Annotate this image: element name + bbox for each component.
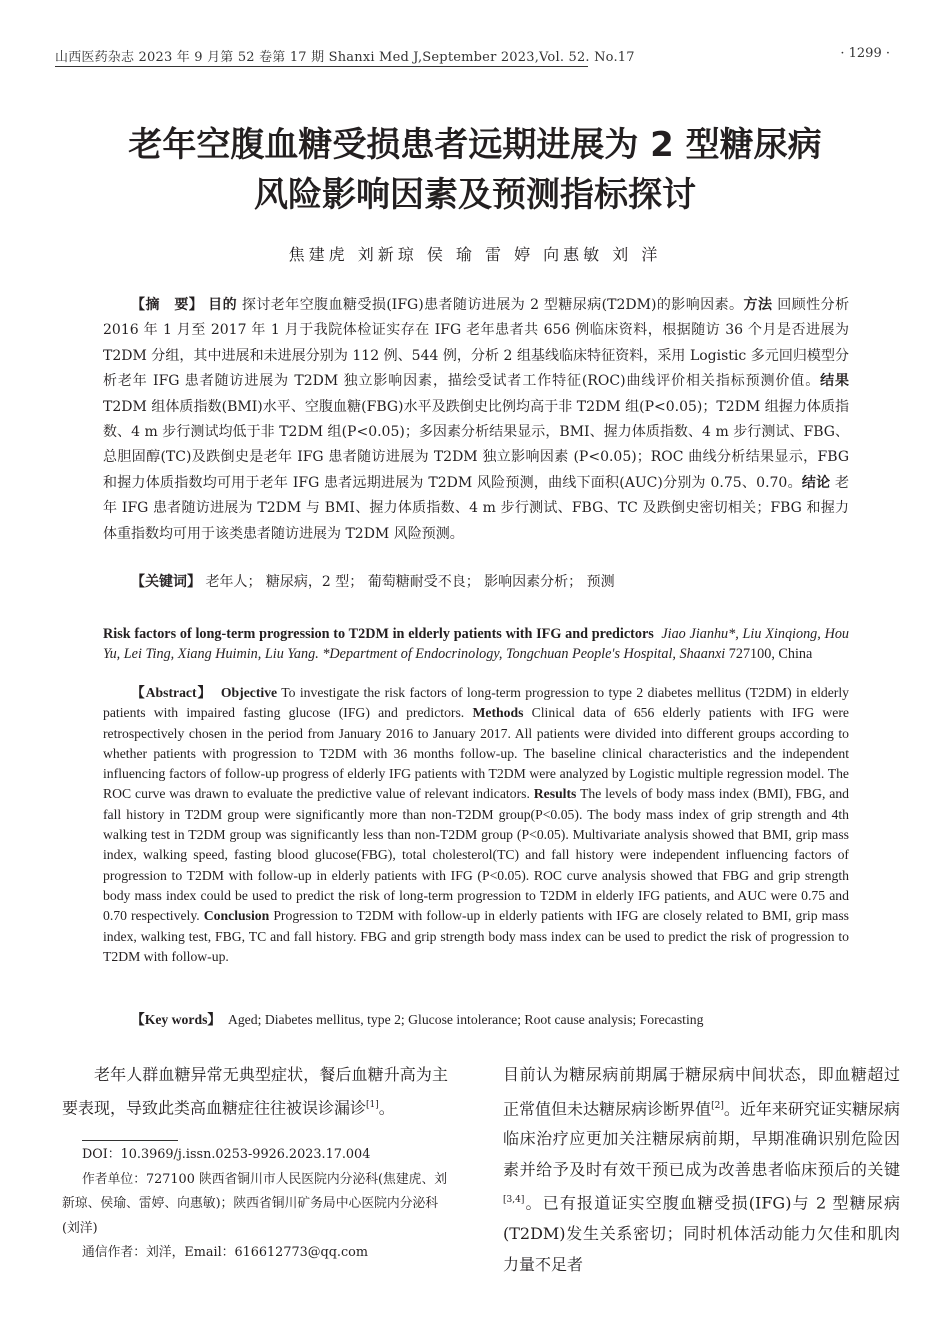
abstract-label: 【摘 要】 (131, 297, 204, 313)
header-rule (55, 66, 588, 67)
english-authors: Jiao Jianhu*, Liu Xinqiong, Hou Yu, Lei Ting, Xiang Huimin, Liu Yang. (103, 626, 850, 662)
footnote-rule (82, 1140, 178, 1141)
en-keywords-text: Aged; Diabetes mellitus, type 2; Glucose intolerance; Root cause analysis; Forecasting (227, 1012, 704, 1027)
english-postcode: 727100, China (728, 646, 813, 662)
objective-text: 探讨老年空腹血糖受损(IFG)患者随访进展为 2 型糖尿病(T2DM)的影响因素。 (241, 297, 744, 313)
en-abstract-label: 【Abstract】 (131, 685, 213, 700)
english-title: Risk factors of long-term progression to T2DM in elderly patients with IFG and predictors (103, 626, 654, 642)
footnote-block (62, 1143, 450, 1266)
english-keywords (103, 1010, 849, 1030)
reference-2[interactable]: [2] (711, 1100, 724, 1111)
objective-label: 目的 (208, 297, 238, 313)
results-label: 结果 (820, 373, 850, 390)
methods-label: 方法 (743, 297, 773, 313)
doi: DOI：10.3969/j.issn.0253-9926.2023.17.004 (82, 1147, 371, 1162)
chinese-abstract (103, 293, 849, 547)
en-objective-text: To investigate the risk factors of long-term progression to type 2 diabetes mellitus (T2DM) in elderly patients with impaired fasting glucose (IFG) and predictors. (103, 685, 850, 721)
author-units: 作者单位：727100 陕西省铜川市人民医院内分泌科(焦建虎、刘新琼、侯瑜、雷婷、向惠敏)；陕西省铜川矿务局中心医院内分泌科(刘洋) (62, 1171, 448, 1236)
en-conclusion-text: Progression to T2DM with follow-up in elderly patients with IFG are closely related to BMI, grip mass index, walking test, FBG, TC and fall history. FBG and grip strength body mass index can be used to predict the risk of progression to T2DM with follow-up. (103, 908, 850, 964)
chinese-keywords (103, 570, 849, 595)
author-list: 焦建虎 刘新琼 侯 瑜 雷 婷 向惠敏 刘 洋 (288, 245, 662, 264)
right-text-2: 。近年来研究证实糖尿病临床治疗应更加关注糖尿病前期，早期准确识别危险因素并给予及时有效干预已成为改善患者临床预后的关键 (503, 1098, 900, 1179)
reference-1[interactable]: [1] (366, 1100, 379, 1110)
corresponding-author: 通信作者：刘洋，Email：616612773@qq.com (82, 1245, 368, 1260)
results-text: T2DM 组体质指数(BMI)水平、空腹血糖(FBG)水平及跌倒史比例均高于非 T2DM 组(P<0.05)；T2DM 组握力体质指数、4 m 步行测试均低于非 T2DM 组(P<0.05)；多因素分析结果显示，BMI、握力体质指数、4 m 步行测试、FBG、总胆固醇(TC)及跌倒史是老年 IFG 患者随访进展为 T2DM 独立影响因素 (P<0.05)；ROC 曲线分析结果显示，FBG 和握力体质指数均可用于老年 IFG 患者远期进展为 T2DM 风险预测，曲线下面积(AUC)分别为 0.75、0.70。 (103, 398, 849, 491)
title-line-1: 老年空腹血糖受损患者远期进展为 2 型糖尿病 (128, 125, 822, 165)
english-title-block (103, 624, 849, 664)
keywords-text: 老年人； 糖尿病，2 型； 葡萄糖耐受不良； 影响因素分析； 预测 (205, 574, 615, 590)
en-methods-text: Clinical data of 656 elderly patients with IFG were retrospectively chosen in the period from January 2016 to January 2017. All patients were divided into different groups according to whether patients with progression to T2DM with 36 months follow-up. The baseline clinical characteristics and the independent influencing factors of follow-up progress of elderly IFG patients with T2DM were analyzed by Logistic multiple regression model. The ROC curve was drawn to evaluate the predictive value of relevant indicators. (103, 705, 849, 802)
reference-3-4[interactable]: [3,4] (503, 1195, 525, 1206)
english-abstract (103, 683, 849, 967)
body-left-column: 老年人群血糖异常无典型症状，餐后血糖升高为主要表现，导致此类高血糖症往往被误诊漏诊[1]。 (62, 1065, 448, 1118)
methods-text: 回顾性分析 2016 年 1 月至 2017 年 1 月于我院体检证实存在 IFG 老年患者共 656 例临床资料，根据随访 36 个月是否进展为 T2DM 分组，其中进展和未进展分别为 112 例、544 例，分析 2 组基线临床特征资料，采用 Logistic 多元回归模型分析老年 IFG 患者随访进展为 T2DM 独立影响因素，描绘受试者工作特征(ROC)曲线评价相关指标预测价值。 (103, 297, 850, 390)
en-keywords-label: 【Key words】 (131, 1012, 222, 1027)
english-affiliation: *Department of Endocrinology, Tongchuan People's Hospital, Shaanxi (322, 646, 726, 662)
body-right-column (503, 1060, 900, 1280)
journal-citation: 山西医药杂志 2023 年 9 月第 52 卷第 17 期 Shanxi Med J,September 2023,Vol. 52. No.17 (55, 50, 635, 65)
en-results-label: Results (533, 786, 577, 802)
right-text-3: 。已有报道证实空腹血糖受损(IFG)与 2 型糖尿病(T2DM)发生关系密切；同时机体活动能力欠佳和肌肉力量不足者 (503, 1193, 900, 1274)
intro-paragraph: 老年人群血糖异常无典型症状，餐后血糖升高为主要表现，导致此类高血糖症往往被误诊漏诊 (62, 1065, 448, 1118)
en-methods-label: Methods (472, 705, 524, 721)
en-conclusion-label: Conclusion (203, 908, 270, 924)
page-number: · 1299 · (840, 46, 890, 61)
right-text-1: 目前认为糖尿病前期属于糖尿病中间状态，即血糖超过正常值但未达糖尿病诊断界值 (503, 1065, 900, 1118)
title-line-2: 风险影响因素及预测指标探讨 (254, 175, 696, 215)
running-header (55, 46, 890, 68)
keywords-label: 【关键词】 (131, 574, 201, 590)
en-objective-label: Objective (220, 685, 278, 700)
en-results-text: The levels of body mass index (BMI), FBG, and fall history in T2DM group were significantly more than non-T2DM group(P<0.05). The body mass index of grip strength and 4th walking test in T2DM group was significantly less than non-T2DM group (P<0.05). Multivariate analysis showed that BMI, grip mass index, walking speed, fasting blood glucose(FBG), total cholesterol(TC) and fall history were independent influencing factors of progression to T2DM with follow-up in elderly patients with IFG (P<0.05). ROC curve analysis showed that FBG and grip strength body mass index could be used to predict the risk of long-term progression to T2DM in elderly IFG patients, and AUC were 0.75 and 0.70 respectively. (103, 786, 850, 924)
article-title (60, 120, 890, 220)
conclusion-text: 老年 IFG 患者随访进展为 T2DM 与 BMI、握力体质指数、4 m 步行测试、FBG、TC 及跌倒史密切相关；FBG 和握力体重指数均可用于该类患者随访进展为 T2DM 风险预测。 (103, 474, 850, 542)
conclusion-label: 结论 (801, 474, 831, 491)
